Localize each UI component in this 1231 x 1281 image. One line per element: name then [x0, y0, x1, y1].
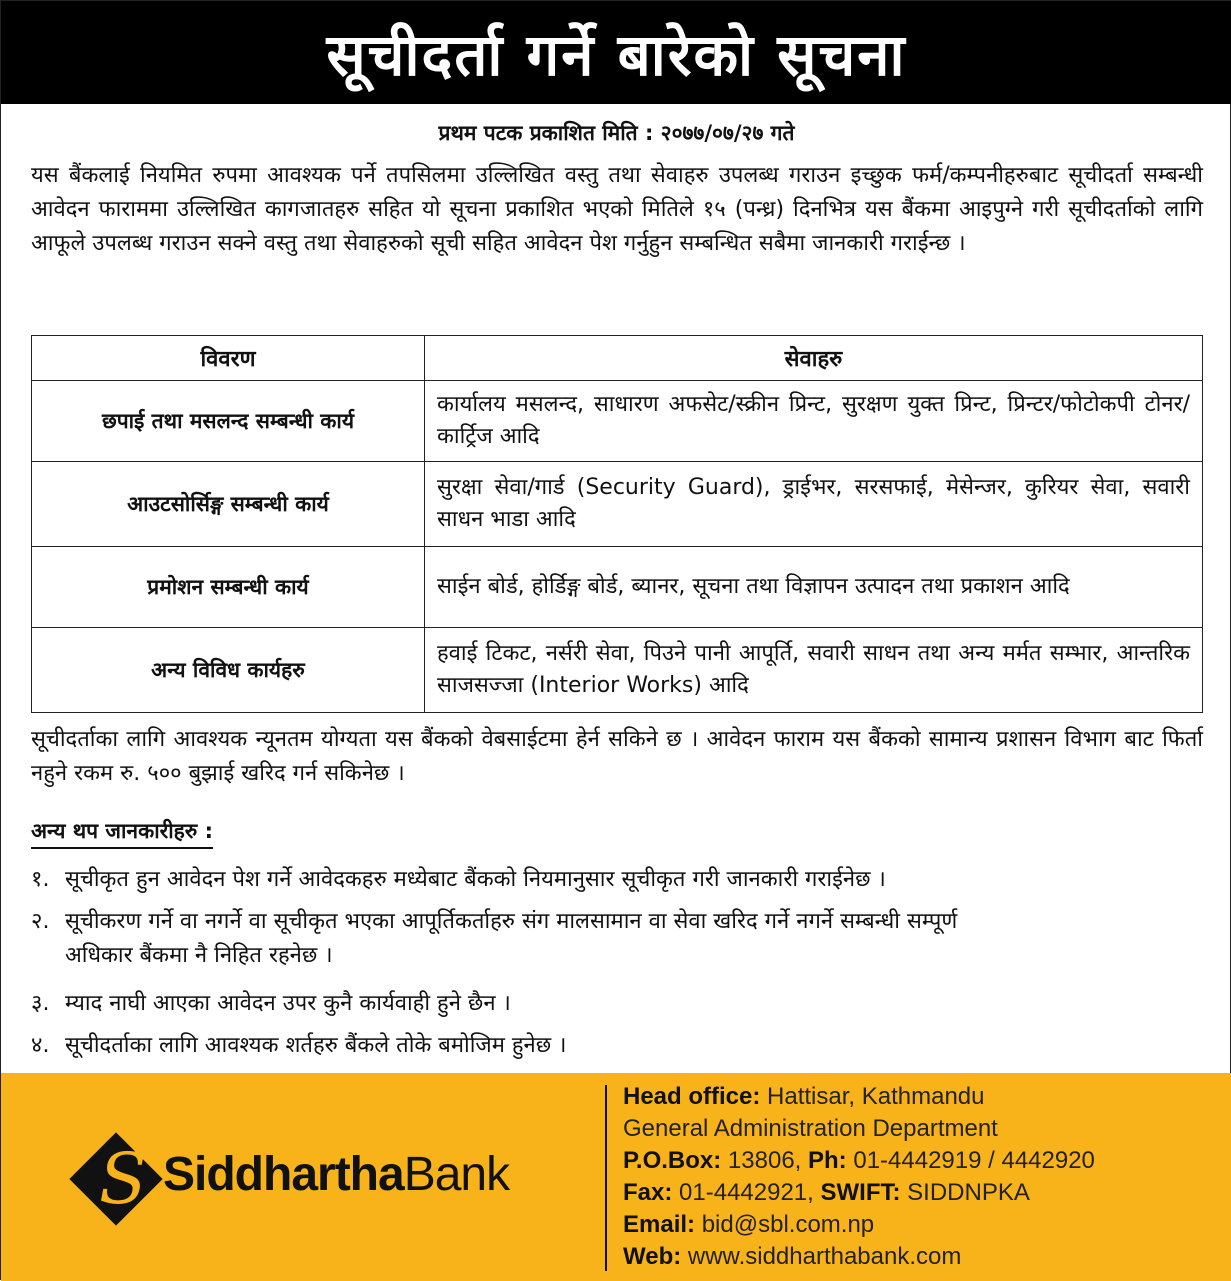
list-item [31, 863, 1203, 897]
item-number: १. [31, 867, 50, 892]
phone-value: 01-4442919 / 4442920 [853, 1147, 1095, 1174]
contact-block [623, 1081, 1095, 1273]
bank-logo-letter: S [99, 1138, 147, 1220]
fax-swift-line [623, 1177, 1095, 1209]
after-table-paragraph: सूचीदर्ताका लागि आवश्यक न्यूनतम योग्यता यस बैंकको वेबसाईटमा हेर्न सकिने छ । आवेदन फाराम यस बैंकको सामान्य प्रशासन विभाग बाट फिर्ता नहुने रकम रु. ५०० बुझाई खरिद गर्न सकिनेछ । [31, 727, 1203, 786]
item-number: २. [31, 909, 50, 934]
head-office-line [623, 1081, 1095, 1113]
row-category: प्रमोशन सम्बन्धी कार्य [32, 547, 425, 628]
item-text-continued: अधिकार बैंकमा नै निहित रहनेछ । [65, 943, 333, 968]
item-text: सूचीकरण गर्ने वा नगर्ने वा सूचीकृत भएका आपूर्तिकर्ताहरु संग मालसामान वा सेवा खरिद गर्ने नगर्ने सम्बन्धी सम्पूर्ण [65, 909, 958, 934]
pobox-value: 13806, [727, 1147, 802, 1174]
swift-value: SIDDNPKA [907, 1179, 1030, 1206]
department-line: General Administration Department [623, 1115, 998, 1142]
web-label: Web: [623, 1243, 682, 1270]
phone-label: Ph: [808, 1147, 847, 1174]
header-description: विवरण [32, 336, 425, 381]
intro-paragraph: यस बैंकलाई नियमित रुपमा आवश्यक पर्ने तपसिलमा उल्लिखित वस्तु तथा सेवाहरु उपलब्ध गराउन इच्छुक फर्म/कम्पनीहरुबाट सूचीदर्ता सम्बन्धी आवेदन फाराममा उल्लिखित कागजातहरु सहित यो सूचना प्रकाशित भएको मितिले १५ (पन्ध्र) दिनभित्र यस बैंकमा आइपुग्ने गरी सूचीदर्ताको लागि आफूले उपलब्ध गराउन सक्ने वस्तु तथा सेवाहरुको सूची सहित आवेदन पेश गर्नुहुन सम्बन्धित सबैमा जानकारी गराईन्छ । [31, 163, 1203, 256]
item-number: ३. [31, 991, 50, 1016]
item-number: ४. [31, 1033, 50, 1058]
list-item [31, 905, 1203, 973]
row-category: आउटसोर्सिङ्ग सम्बन्धी कार्य [32, 462, 425, 547]
head-office-label: Head office: [623, 1083, 761, 1110]
head-office-value: Hattisar, Kathmandu [767, 1083, 985, 1110]
table-row [32, 462, 1203, 547]
web-value[interactable]: www.siddharthabank.com [687, 1243, 962, 1270]
item-text: सूचीदर्ताका लागि आवश्यक शर्तहरु बैंकले तोके बमोजिम हुनेछ । [65, 1033, 567, 1058]
row-services: हवाई टिकट, नर्सरी सेवा, पिउने पानी आपूर्ति, सवारी साधन तथा अन्य मर्मत सम्भार, आन्तरिक साजसज्जा (Interior Works) आदि [425, 628, 1203, 713]
swift-label: SWIFT: [820, 1179, 901, 1206]
table-row [32, 628, 1203, 713]
email-label: Email: [623, 1211, 696, 1238]
services-table [31, 335, 1203, 713]
header-services: सेवाहरु [425, 336, 1203, 381]
fax-value: 01-4442921, [679, 1179, 814, 1206]
pobox-phone-line [623, 1145, 1095, 1177]
web-line [623, 1241, 1095, 1273]
table-row [32, 381, 1203, 462]
row-category: अन्य विविध कार्यहरु [32, 628, 425, 713]
more-info-title: अन्य थप जानकारीहरु : [31, 817, 213, 849]
publish-date: प्रथम पटक प्रकाशित मिति : २०७७/०७/२७ गते [438, 121, 795, 145]
row-services: कार्यालय मसलन्द, साधारण अफसेट/स्क्रीन प्रिन्ट, सुरक्षण युक्त प्रिन्ट, प्रिन्टर/फोटोकपी टोनर/कार्ट्रिज आदि [425, 381, 1203, 462]
fax-label: Fax: [623, 1179, 673, 1206]
email-value[interactable]: bid@sbl.com.np [701, 1211, 875, 1238]
row-services: साईन बोर्ड, होर्डिङ्ग बोर्ड, ब्यानर, सूचना तथा विज्ञापन उत्पादन तथा प्रकाशन आदि [425, 547, 1203, 628]
row-category: छपाई तथा मसलन्द सम्बन्धी कार्य [32, 381, 425, 462]
bank-name-bold: Siddhartha [163, 1148, 404, 1201]
notice-title: सूचीदर्ता गर्ने बारेको सूचना [1, 1, 1231, 104]
table-header-row [32, 336, 1203, 381]
bank-name [163, 1147, 509, 1202]
item-text: म्याद नाघी आएका आवेदन उपर कुनै कार्यवाही हुने छैन । [65, 991, 511, 1016]
row-services: सुरक्षा सेवा/गार्ड (Security Guard), ड्राईभर, सरसफाई, मेसेन्जर, कुरियर सेवा, सवारी साधन भाडा आदि [425, 462, 1203, 547]
pobox-label: P.O.Box: [623, 1147, 722, 1174]
list-item [31, 1029, 1203, 1063]
footer-divider [605, 1085, 607, 1271]
list-item [31, 987, 1203, 1021]
item-text: सूचीकृत हुन आवेदन पेश गर्ने आवेदकहरु मध्येबाट बैंकको नियमानुसार सूचीकृत गरी जानकारी गराईनेछ । [65, 867, 886, 892]
bank-name-regular: Bank [403, 1148, 510, 1201]
email-line [623, 1209, 1095, 1241]
table-row [32, 547, 1203, 628]
